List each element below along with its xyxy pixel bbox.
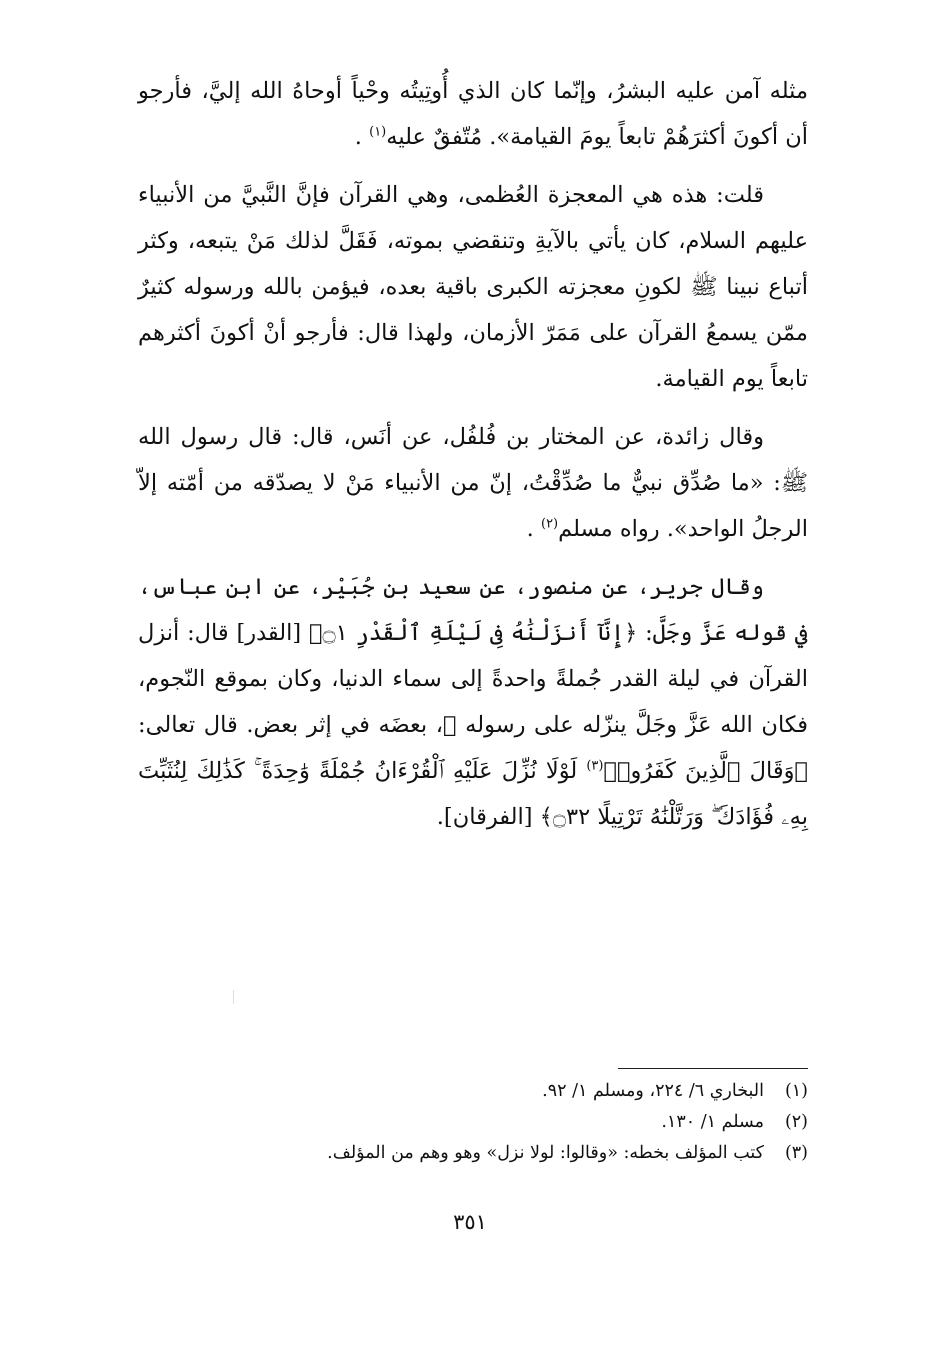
footnote-1-number: (١) bbox=[784, 1081, 808, 1101]
footnote-1 bbox=[138, 1076, 808, 1107]
paragraph-2-text: قلت: هذه هي المعجزة العُظمى، وهي القرآن فإنَّ النَّبيَّ من الأنبياء عليهم السلام، كان يأتي بالآيةِ وتنقضي بموته، فَقَلَّ لذلك مَنْ يتبعه، وكثر أتباع نبينا ﷺ لكونِ معجزته الكبرى باقية بعده، فيؤمن بالله ورسوله كثيرٌ ممّن يسمعُ القرآن على مَمَرّ الأزمان، ولهذا قال: فأرجو أنْ أكونَ أكثرهم تابعاً يوم القيامة. bbox=[138, 182, 808, 392]
footnote-2 bbox=[138, 1107, 808, 1138]
scan-speck bbox=[233, 990, 234, 1004]
paragraph-4 bbox=[138, 564, 808, 840]
paragraph-3-text: وقال زائدة، عن المختار بن فُلفُل، عن أنَس، قال: قال رسول الله ﷺ: «ما صُدِّق نبيٌّ ما صُدِّقْتُ، إنّ من الأنبياء مَنْ لا يصدّقه من أمّته إلاّ الرجلُ الواحد». رواه مسلم bbox=[138, 424, 808, 542]
footnote-2-text: مسلم ١/ ١٣٠. bbox=[661, 1112, 764, 1132]
footnote-3-text: كتب المؤلف بخطه: «وقالوا: لولا نزل» وهو وهم من المؤلف. bbox=[327, 1143, 764, 1163]
footnotes bbox=[138, 1076, 808, 1169]
footnote-divider bbox=[618, 1068, 808, 1069]
footnote-ref-1: (١) bbox=[369, 124, 387, 140]
paragraph-1-text: مثله آمن عليه البشرُ، وإنّما كان الذي أُوتِيتُه وحْياً أوحاهُ الله إليَّ، فأرجو أن أكونَ أكثرَهُمْ تابعاً يومَ القيامة». مُتّفقٌ عليه bbox=[138, 78, 808, 150]
paragraph-3: وقال زائدة، عن المختار بن فُلفُل، عن أنَس، قال: قال رسول الله ﷺ: «ما صُدِّق نبيٌّ ما صُدِّقْتُ، إنّ من الأنبياء مَنْ لا يصدّقه من أمّته إلاّ الرجلُ الواحد». رواه مسلم$^{(٢)}$ . bbox=[138, 424, 808, 542]
main-text bbox=[138, 68, 808, 840]
footnote-3-number: (٣) bbox=[784, 1143, 808, 1163]
footnote-ref-2: (٢) bbox=[540, 516, 559, 532]
paragraph-1: مثله آمن عليه البشرُ، وإنّما كان الذي أُوتِيتُه وحْياً أوحاهُ الله إليَّ، فأرجو أن أكونَ أكثرَهُمْ تابعاً يومَ القيامة». مُتّفقٌ عليه$^{(١)}$ . bbox=[138, 78, 808, 150]
footnote-ref-3: (٣) bbox=[586, 758, 604, 774]
footnote-1-text: البخاري ٦/ ٢٢٤، ومسلم ١/ ٩٢. bbox=[542, 1081, 764, 1101]
footnote-3 bbox=[138, 1138, 808, 1169]
paragraph-4-quran-continuation: لَوْلَا نُزِّلَ عَلَيْهِ ٱلْقُرْءَانُ جُمْلَةً وَٰحِدَةً ۚ كَذَٰلِكَ لِنُثَبِّتَ بِهِۦ فُؤَادَكَ ۖ وَرَتَّلْنَٰهُ تَرْتِيلًا ۝٣٢﴾ [الفرقان]. bbox=[138, 758, 808, 830]
paragraph-2 bbox=[138, 172, 808, 402]
footnote-2-number: (٢) bbox=[784, 1112, 808, 1132]
paragraph-4-text: وقال جرير، عن منصور، عن سعيد بن جُبَيْر، عن ابن عباس، في قوله عَزَّ وجَلَّ: ﴿إِنَّآ أَنزَلْنَٰهُ فِى لَيْلَةِ ٱلْقَدْرِ ۝١﴾ [القدر] قال: أنزل القرآن في ليلة القدر جُملةً واحدةً إلى سماء الدنيا، وكان بموقع النّجوم، فكان الله عَزَّ وجَلَّ ينزّله على رسوله ﷺ، بعضَه في إثر بعض. قال تعالى: ﴿وَقَالَ ٱلَّذِينَ كَفَرُوا۟ bbox=[138, 574, 808, 784]
page-number: ٣٥١ bbox=[453, 1210, 487, 1234]
